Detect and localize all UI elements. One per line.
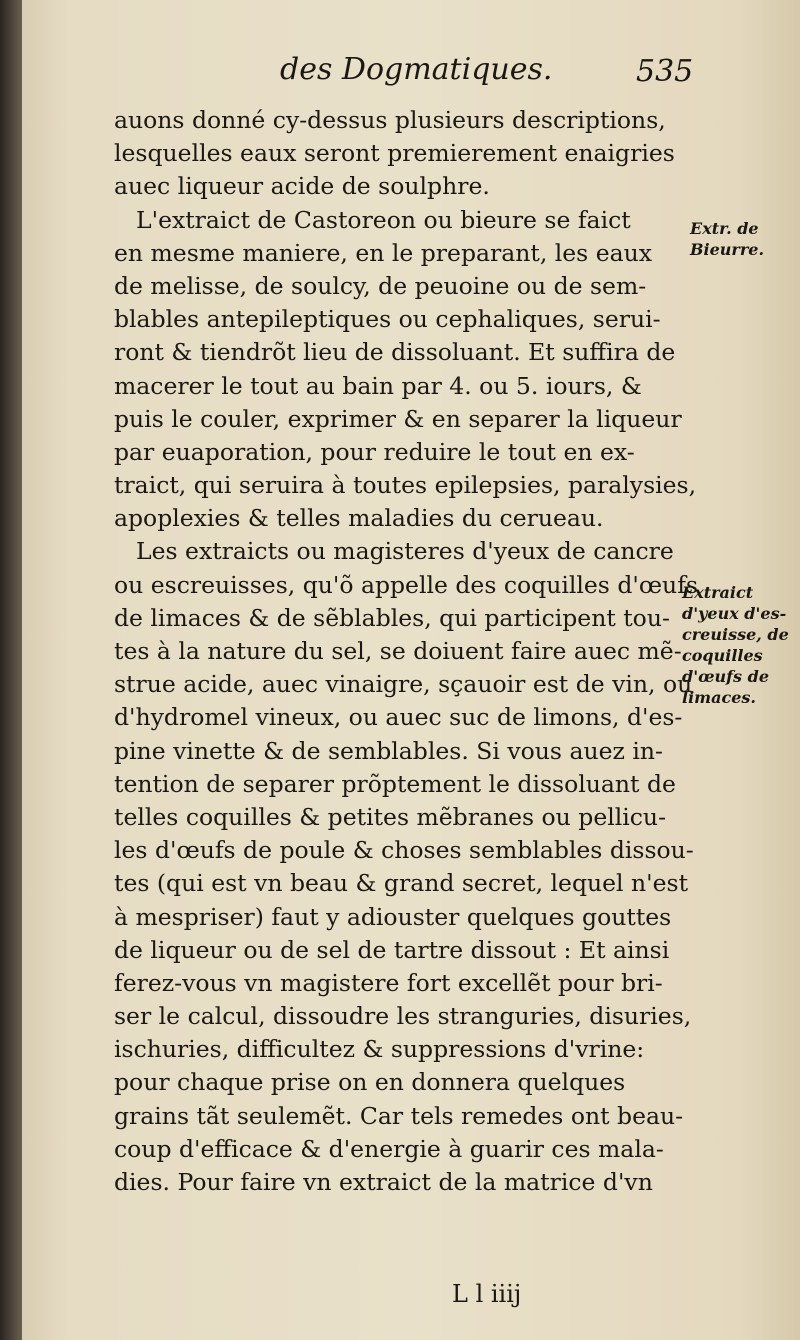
text-line: en mesme maniere, en le preparant, les eaux: [114, 238, 653, 267]
text-line: L'extraict de Castoreon ou bieure se faict: [136, 205, 631, 234]
text-line: par euaporation, pour reduire le tout en ex-: [114, 437, 635, 466]
marginal-note-line: d'œufs de: [682, 667, 769, 686]
marginal-note-line: Extr. de: [690, 219, 759, 238]
text-line: telles coquilles & petites mẽbranes ou pellicu-: [114, 802, 667, 831]
text-line: grains tãt seulemẽt. Car tels remedes ont beau-: [114, 1101, 684, 1130]
text-line: auec liqueur acide de soulphre.: [114, 172, 490, 201]
page-number: 535: [636, 54, 694, 89]
text-line: auons donné cy-dessus plusieurs descriptions,: [114, 106, 666, 134]
marginal-note-line: Bieurre.: [690, 240, 765, 259]
body-text: [114, 104, 698, 1199]
text-line: traict, qui seruira à toutes epilepsies, paralysies,: [114, 471, 697, 500]
text-line: macerer le tout au bain par 4. ou 5. iours, &: [114, 371, 642, 400]
marginal-note-line: limaces.: [682, 688, 756, 707]
text-line: lesquelles eaux seront premierement enaigries: [114, 139, 675, 168]
text-line: tes à la nature du sel, se doiuent faire auec mẽ-: [114, 637, 682, 665]
text-line: d'hydromel vineux, ou auec suc de limons, d'es-: [114, 703, 683, 732]
text-line: pine vinette & de semblables. Si vous auez in-: [114, 736, 663, 765]
text-line: Les extraicts ou magisteres d'yeux de cancre: [136, 537, 674, 566]
text-line: strue acide, auec vinaigre, sçauoir est de vin, ou: [114, 670, 693, 699]
marginal-note-crayfish: [682, 582, 792, 708]
text-line: puis le couler, exprimer & en separer la liqueur: [114, 404, 682, 433]
text-line: les d'œufs de poule & choses semblables dissou-: [114, 836, 694, 865]
text-line: tes (qui est vn beau & grand secret, lequel n'est: [114, 869, 689, 898]
book-page: [22, 0, 800, 1340]
marginal-note-line: d'yeux d'es-: [682, 604, 787, 623]
text-line: coup d'efficace & d'energie à guarir ces mala-: [114, 1134, 664, 1163]
text-line: blables antepileptiques ou cephaliques, serui-: [114, 305, 661, 334]
marginal-note-line: creuisse, de: [682, 625, 789, 644]
text-line: ront & tiendrõt lieu de dissoluant. Et suffira de: [114, 338, 676, 367]
text-line: ou escreuisses, qu'õ appelle des coquilles d'œufs: [114, 570, 698, 599]
text-line: de limaces & de sẽblables, qui participent tou-: [114, 603, 670, 632]
running-head: des Dogmatiques.: [280, 52, 553, 87]
text-line: apoplexies & telles maladies du cerueau.: [114, 504, 604, 533]
signature-mark: L l iiij: [452, 1280, 522, 1308]
text-line: à mespriser) faut y adiouster quelques gouttes: [114, 902, 672, 931]
text-line: ser le calcul, dissoudre les stranguries, disuries,: [114, 1002, 692, 1031]
marginal-note-line: coquilles: [682, 646, 763, 665]
text-line: de melisse, de soulcy, de peuoine ou de sem-: [114, 271, 647, 300]
binding-shadow: [0, 0, 22, 1340]
text-line: de liqueur ou de sel de tartre dissout : Et ainsi: [114, 935, 670, 964]
text-line: ferez-vous vn magistere fort excellẽt pour bri-: [114, 968, 663, 997]
text-line: tention de separer prõptement le dissoluant de: [114, 769, 676, 798]
text-line: ischuries, difficultez & suppressions d'vrine:: [114, 1035, 645, 1064]
text-line: dies. Pour faire vn extraict de la matrice d'vn: [114, 1168, 653, 1196]
text-line: pour chaque prise on en donnera quelques: [114, 1068, 626, 1097]
marginal-note-castoreum: [690, 218, 800, 260]
marginal-note-line: Extraict: [682, 583, 754, 602]
